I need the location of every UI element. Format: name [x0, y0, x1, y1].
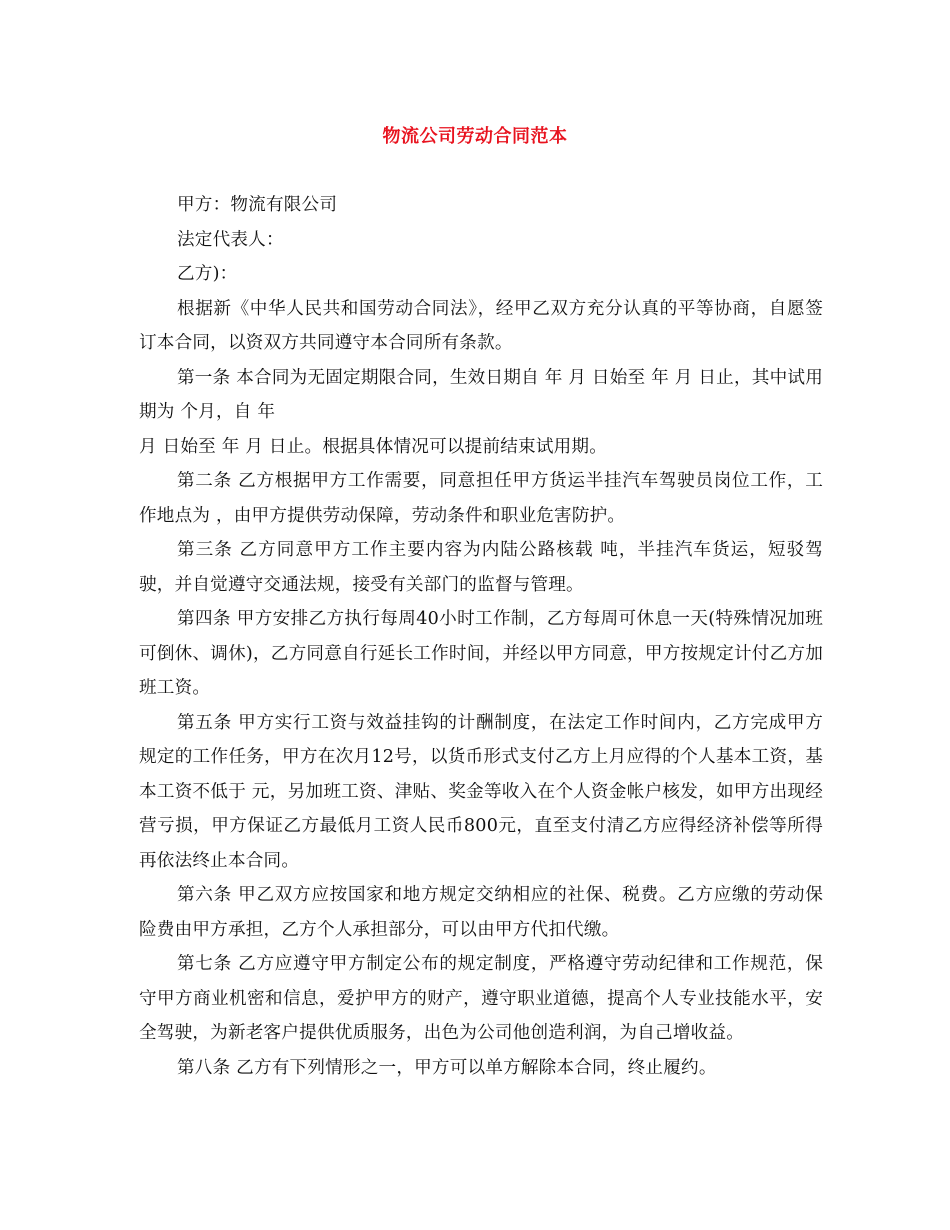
party-b-line: 乙方)： — [177, 264, 238, 284]
legal-representative-line: 法定代表人： — [177, 229, 284, 250]
article-6-paragraph: 第六条 甲乙双方应按国家和地方规定交纳相应的社保、税费。乙方应缴的劳动保险费由甲方承担，乙方个人承担部分，可以由甲方代扣代缴。 — [139, 885, 823, 940]
article-5-paragraph: 第五条 甲方实行工资与效益挂钩的计酬制度，在法定工作时间内，乙方完成甲方规定的工作任务，甲方在次月12号，以货币形式支付乙方上月应得的个人基本工资，基本工资不低于 元，另加班工资、津贴、奖金等收入在个人资金帐户核发，如甲方出现经营亏损，甲方保证乙方最低月工资人民币800元，直至支付清乙方应得经济补偿等所得再依法终止本合同。 — [139, 712, 823, 871]
article-4-paragraph: 第四条 甲方安排乙方执行每周40小时工作制，乙方每周可休息一天(特殊情况加班可倒休、调休)，乙方同意自行延长工作时间，并经以甲方同意，甲方按规定计付乙方加班工资。 — [139, 609, 823, 698]
article-7-paragraph: 第七条 乙方应遵守甲方制定公布的规定制度，严格遵守劳动纪律和工作规范，保守甲方商业机密和信息，爱护甲方的财产，遵守职业道德，提高个人专业技能水平，安全驾驶，为新老客户提供优质服务，出色为公司他创造利润，为自己增收益。 — [139, 954, 823, 1043]
article-1-paragraph: 第一条 本合同为无固定期限合同，生效日期自 年 月 日始至 年 月 日止，其中试用期为 个月，自 年 — [139, 367, 823, 422]
article-2-paragraph: 第二条 乙方根据甲方工作需要，同意担任甲方货运半挂汽车驾驶员岗位工作，工作地点为 ，由甲方提供劳动保障，劳动条件和职业危害防护。 — [139, 471, 823, 526]
document-body — [139, 188, 823, 1085]
document-title: 物流公司劳动合同范本 — [382, 126, 568, 147]
preamble-paragraph: 根据新《中华人民共和国劳动合同法》，经甲乙双方充分认真的平等协商，自愿签订本合同，以资双方共同遵守本合同所有条款。 — [139, 298, 823, 353]
article-3-paragraph: 第三条 乙方同意甲方工作主要内容为内陆公路核载 吨，半挂汽车货运，短驳驾驶，并自觉遵守交通法规，接受有关部门的监督与管理。 — [139, 540, 823, 595]
party-a-line: 甲方：物流有限公司 — [177, 195, 338, 215]
article-8-paragraph: 第八条 乙方有下列情形之一，甲方可以单方解除本合同，终止履约。 — [177, 1057, 717, 1078]
article-1-continuation: 月 日始至 年 月 日止。根据具体情况可以提前结束试用期。 — [139, 436, 608, 457]
